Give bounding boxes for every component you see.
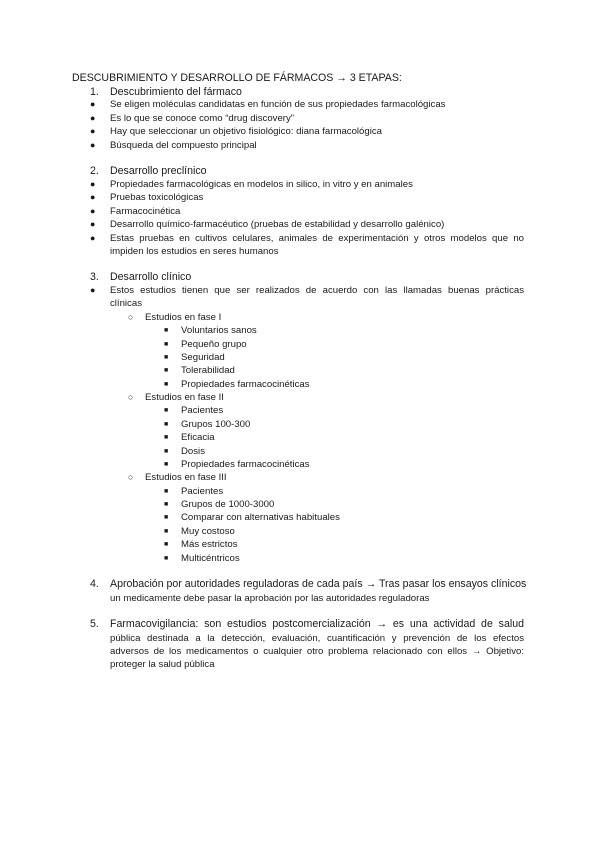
section2-heading: Desarrollo preclínico bbox=[110, 165, 207, 177]
list-item: Propiedades farmacológicas en modelos in silico, in vitro y en animales bbox=[110, 179, 413, 190]
section5-text: Farmacovigilancia: son estudios postcomercialización → es una actividad de salud bbox=[110, 618, 524, 630]
section4-text-continuation: un medicamente debe pasar la aprobación por las autoridades reguladoras bbox=[110, 593, 430, 604]
phase-item: Muy costoso bbox=[181, 526, 235, 537]
list-item: Pruebas toxicológicas bbox=[110, 192, 204, 203]
list-item: Desarrollo químico-farmacéutico (pruebas de estabilidad y desarrollo galénico) bbox=[110, 219, 445, 230]
bullet-icon: ● bbox=[90, 219, 96, 229]
section5-text-continuation: adversos de los medicamentos o cualquier otro problema relacionado con ellos → Objetivo: bbox=[110, 646, 524, 657]
list-item: Se eligen moléculas candidatas en función de sus propiedades farmacológicas bbox=[110, 99, 446, 110]
phase-item: Voluntarios sanos bbox=[181, 325, 257, 336]
phase-item: Pequeño grupo bbox=[181, 339, 247, 350]
bullet-icon: ● bbox=[90, 233, 96, 243]
section3-number: 3. bbox=[90, 271, 99, 283]
bullet-icon: ● bbox=[90, 285, 96, 295]
square-bullet-icon: ■ bbox=[164, 461, 169, 468]
phase-item: Más estrictos bbox=[181, 539, 238, 550]
phase-item: Pacientes bbox=[181, 405, 224, 416]
phase-label: Estudios en fase III bbox=[145, 472, 227, 483]
square-bullet-icon: ■ bbox=[164, 421, 169, 428]
list-item: Hay que seleccionar un objetivo fisiológico: diana farmacológica bbox=[110, 126, 382, 137]
section5-text-continuation: pública destinada a la detección, evaluación, cuantificación y prevención de los efectos bbox=[110, 633, 524, 644]
list-item-continuation: clínicas bbox=[110, 298, 142, 309]
phase-item: Tolerabilidad bbox=[181, 365, 235, 376]
square-bullet-icon: ■ bbox=[164, 528, 169, 535]
section3-heading: Desarrollo clínico bbox=[110, 271, 192, 283]
square-bullet-icon: ■ bbox=[164, 367, 169, 374]
section2-number: 2. bbox=[90, 165, 99, 177]
bullet-icon: ● bbox=[90, 126, 96, 136]
phase-item: Grupos de 1000-3000 bbox=[181, 499, 275, 510]
square-bullet-icon: ■ bbox=[164, 541, 169, 548]
square-bullet-icon: ■ bbox=[164, 434, 169, 441]
square-bullet-icon: ■ bbox=[164, 488, 169, 495]
phase-item: Seguridad bbox=[181, 352, 225, 363]
bullet-icon: ● bbox=[90, 206, 96, 216]
list-item: Estos estudios tienen que ser realizados de acuerdo con las llamadas buenas prácticas bbox=[110, 285, 524, 296]
square-bullet-icon: ■ bbox=[164, 555, 169, 562]
phase-label: Estudios en fase I bbox=[145, 312, 222, 323]
phase-item: Dosis bbox=[181, 446, 205, 457]
square-bullet-icon: ■ bbox=[164, 407, 169, 414]
square-bullet-icon: ■ bbox=[164, 514, 169, 521]
list-item: Farmacocinética bbox=[110, 206, 181, 217]
bullet-icon: ● bbox=[90, 192, 96, 202]
section5-number: 5. bbox=[90, 618, 99, 630]
bullet-icon: ● bbox=[90, 140, 96, 150]
phase-label: Estudios en fase II bbox=[145, 392, 224, 403]
section4-number: 4. bbox=[90, 578, 99, 590]
square-bullet-icon: ■ bbox=[164, 354, 169, 361]
phase-item: Propiedades farmacocinéticas bbox=[181, 379, 310, 390]
section5-text-continuation: proteger la salud pública bbox=[110, 659, 215, 670]
bullet-icon: ● bbox=[90, 113, 96, 123]
phase-item: Eficacia bbox=[181, 432, 215, 443]
phase-item: Propiedades farmacocinéticas bbox=[181, 459, 310, 470]
phase-item: Pacientes bbox=[181, 486, 224, 497]
square-bullet-icon: ■ bbox=[164, 327, 169, 334]
phase-item: Grupos 100-300 bbox=[181, 419, 251, 430]
list-item: Es lo que se conoce como “drug discovery” bbox=[110, 113, 294, 124]
bullet-icon: ● bbox=[90, 99, 96, 109]
circle-bullet-icon: ○ bbox=[128, 472, 134, 482]
page-title: DESCUBRIMIENTO Y DESARROLLO DE FÁRMACOS → 3 ETAPAS: bbox=[72, 72, 402, 84]
bullet-icon: ● bbox=[90, 179, 96, 189]
phase-item: Multicéntricos bbox=[181, 553, 240, 564]
section1-heading: Descubrimiento del fármaco bbox=[110, 86, 242, 98]
circle-bullet-icon: ○ bbox=[128, 312, 134, 322]
list-item: Búsqueda del compuesto principal bbox=[110, 140, 257, 151]
phase-item: Comparar con alternativas habituales bbox=[181, 512, 340, 523]
square-bullet-icon: ■ bbox=[164, 501, 169, 508]
square-bullet-icon: ■ bbox=[164, 341, 169, 348]
list-item-continuation: impiden los estudios en seres humanos bbox=[110, 246, 279, 257]
list-item: Estas pruebas en cultivos celulares, animales de experimentación y otros modelos que no bbox=[110, 233, 524, 244]
square-bullet-icon: ■ bbox=[164, 448, 169, 455]
circle-bullet-icon: ○ bbox=[128, 392, 134, 402]
square-bullet-icon: ■ bbox=[164, 381, 169, 388]
section4-text: Aprobación por autoridades reguladoras de cada país → Tras pasar los ensayos clínicos bbox=[110, 578, 527, 590]
section1-number: 1. bbox=[90, 86, 99, 98]
